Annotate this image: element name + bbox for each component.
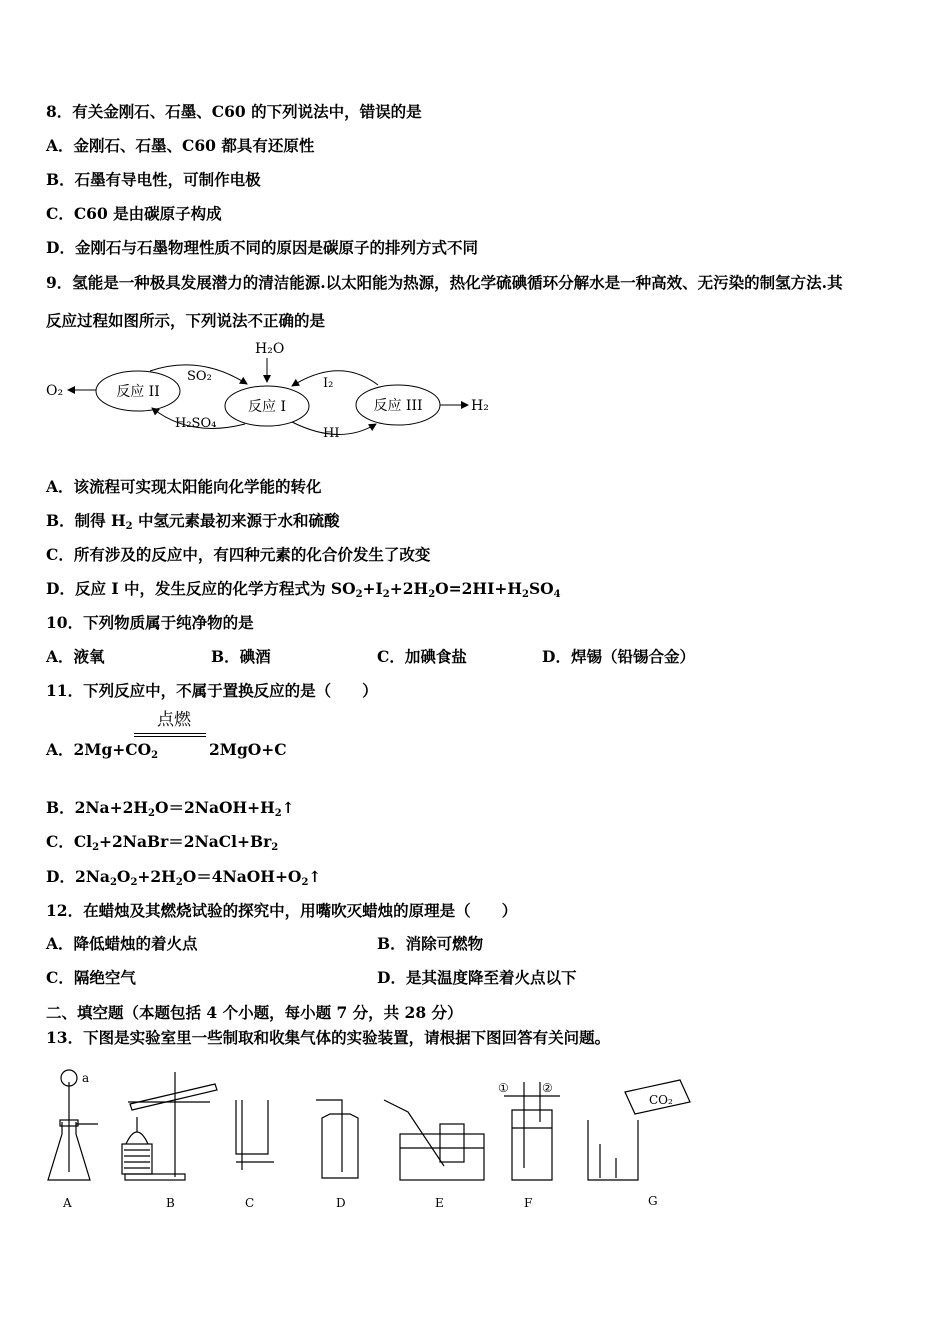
reaction-1-label: 反应 I — [248, 399, 286, 415]
reaction-cycle-diagram — [40, 336, 510, 446]
reaction-3-label: 反应 III — [373, 398, 423, 414]
q9-option-c: C．所有涉及的反应中，有四种元素的化合价发生了改变 — [46, 545, 431, 564]
q8-option-a: A．金刚石、石墨、C60 都具有还原性 — [46, 136, 315, 155]
apparatus-f-mark-2: ② — [542, 1081, 553, 1095]
h2so4-label: H₂SO₄ — [175, 416, 217, 431]
q11-condition-bar — [134, 733, 206, 734]
so2-label: SO₂ — [187, 369, 212, 384]
q9-stem-line2: 反应过程如图所示，下列说法不正确的是 — [46, 311, 326, 330]
q9-option-d: D．反应 I 中，发生反应的化学方程式为 $SO_2+I_2+2H_2O=2HI+H_2SO_4$ — [46, 579, 561, 600]
gas-up-arrow-icon: ↑ — [281, 798, 295, 817]
h2o-label: H₂O — [255, 341, 285, 357]
q10-option-d: D．焊锡（铅锡合金） — [542, 647, 695, 666]
label-e: E — [435, 1196, 444, 1210]
i2-arrow — [292, 371, 378, 386]
q9-stem-line1: 9．氢能是一种极具发展潜力的清洁能源.以太阳能为热源，热化学硫碘循环分解水是一种高效、无污染的制氢方法.其 — [46, 273, 843, 292]
h2-label: H₂ — [471, 398, 489, 414]
apparatus-g-gas: CO₂ — [649, 1093, 673, 1107]
label-a: A — [63, 1196, 72, 1210]
apparatus-e — [384, 1100, 484, 1180]
apparatus-b — [122, 1072, 217, 1180]
gas-up-arrow-icon: ↑ — [308, 867, 322, 886]
q8-option-c: C．C60 是由碳原子构成 — [46, 204, 222, 223]
q8-option-d: D．金刚石与石墨物理性质不同的原因是碳原子的排列方式不同 — [46, 238, 478, 257]
q11-stem: 11．下列反应中，不属于置换反应的是（ ） — [46, 681, 378, 700]
q12-option-d: D．是其温度降至着火点以下 — [377, 968, 577, 987]
q12-option-b: B．消除可燃物 — [377, 934, 484, 953]
q10-option-b: B．碘酒 — [211, 647, 271, 666]
q13-stem: 13．下图是实验室里一些制取和收集气体的实验装置，请根据下图回答有关问题。 — [46, 1028, 611, 1047]
label-g: G — [648, 1194, 658, 1208]
apparatus-c — [236, 1100, 274, 1170]
q11-option-a-right: 2MgO+C — [209, 740, 287, 759]
q11-condition-bar2 — [134, 736, 206, 737]
label-d: D — [336, 1196, 346, 1210]
q8-option-b: B．石墨有导电性，可制作电极 — [46, 170, 261, 189]
q10-option-c: C．加碘食盐 — [377, 647, 467, 666]
q12-option-a: A．降低蜡烛的着火点 — [46, 934, 198, 953]
o2-label: O₂ — [46, 383, 64, 399]
label-b: B — [166, 1196, 175, 1210]
apparatus-f-mark-1: ① — [498, 1081, 509, 1095]
apparatus-a-mark: a — [82, 1071, 90, 1085]
section-heading: 二、填空题（本题包括 4 个小题，每小题 7 分，共 28 分） — [46, 1003, 463, 1022]
q12-option-c: C．隔绝空气 — [46, 968, 136, 987]
apparatus-f — [504, 1082, 560, 1180]
q11-option-b: B．$2Na+2H_2O=2NaOH+H_2↑$ — [46, 798, 295, 819]
apparatus-d — [316, 1100, 358, 1178]
q12-stem: 12．在蜡烛及其燃烧试验的探究中，用嘴吹灭蜡烛的原理是（ ） — [46, 901, 518, 920]
q10-option-a: A．液氧 — [46, 647, 105, 666]
q8-stem: 8．有关金刚石、石墨、C60 的下列说法中，错误的是 — [46, 102, 422, 121]
q11-condition: 点燃 — [157, 710, 191, 730]
i2-label: I₂ — [323, 376, 334, 391]
hi-label: HI — [323, 426, 340, 441]
apparatus-a — [48, 1070, 98, 1180]
q9-option-a: A．该流程可实现太阳能向化学能的转化 — [46, 477, 322, 496]
apparatus-g — [588, 1080, 690, 1180]
q10-stem: 10．下列物质属于纯净物的是 — [46, 613, 254, 632]
label-f: F — [524, 1196, 533, 1210]
q11-option-a-left: A．$2Mg+CO_2$ — [46, 740, 159, 761]
label-c: C — [245, 1196, 255, 1210]
q11-option-d: D．$2Na_2O_2+2H_2O=4NaOH+O_2↑$ — [46, 867, 322, 888]
q11-option-c: C．$Cl_2+2NaBr=2NaCl+Br_2$ — [46, 832, 279, 853]
reaction-2-label: 反应 II — [116, 384, 160, 400]
q9-option-b: B．制得 $H_2$ 中氢元素最初来源于水和硫酸 — [46, 511, 340, 532]
lab-apparatus-diagram — [40, 1062, 700, 1212]
